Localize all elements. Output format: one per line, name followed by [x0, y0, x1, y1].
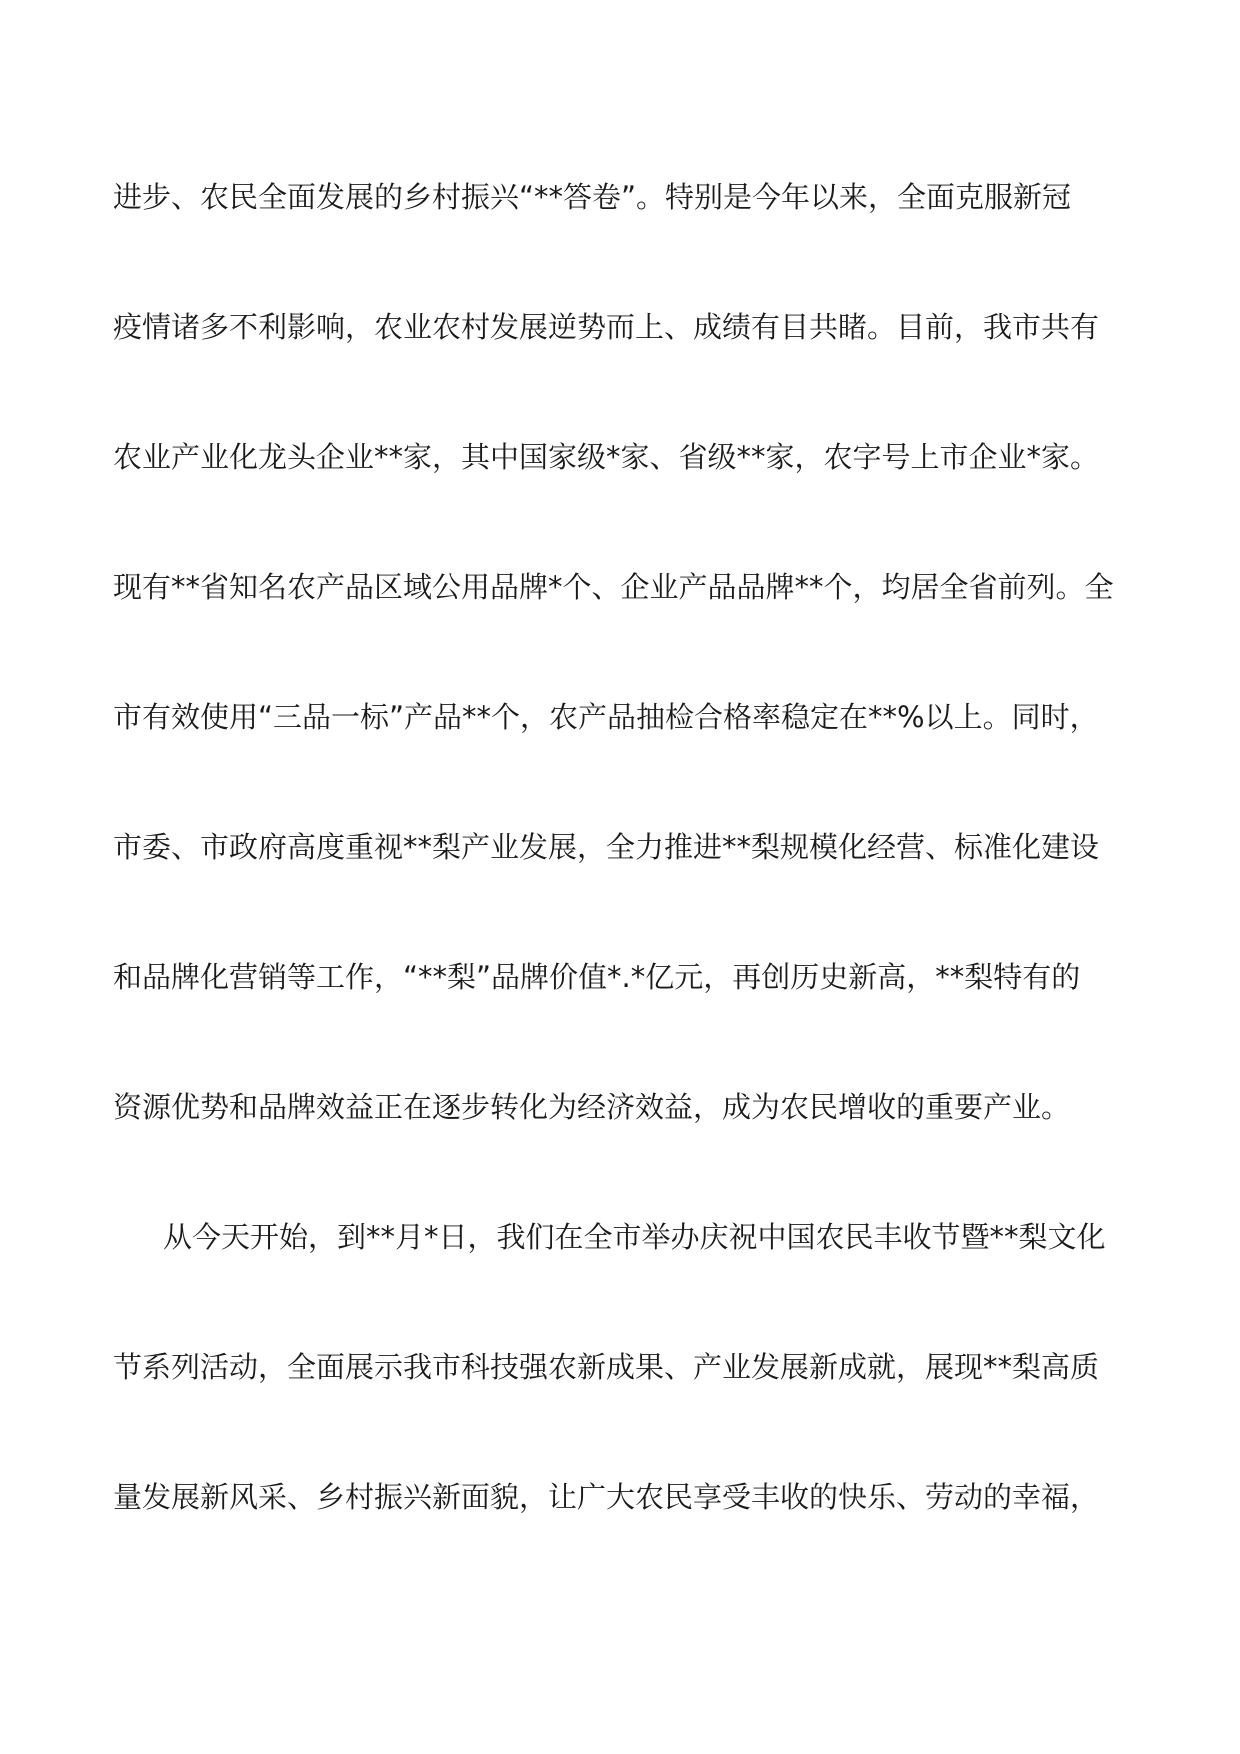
- text-line-6: 市委、市政府高度重视**梨产业发展，全力推进**梨规模化经营、标准化建设: [113, 830, 1100, 864]
- text-line-10: 节系列活动，全面展示我市科技强农新成果、产业发展新成就，展现**梨高质: [113, 1350, 1100, 1384]
- text-line-1: 进步、农民全面发展的乡村振兴“**答卷”。特别是今年以来，全面克服新冠: [113, 180, 1072, 214]
- text-line-4: 现有**省知名农产品区域公用品牌*个、企业产品品牌**个，均居全省前列。全: [113, 570, 1114, 604]
- text-line-2: 疫情诸多不利影响，农业农村发展逆势而上、成绩有目共睹。目前，我市共有: [113, 310, 1100, 344]
- text-line-3: 农业产业化龙头企业**家，其中国家级*家、省级**家，农字号上市企业*家。: [113, 440, 1100, 474]
- text-line-5: 市有效使用“三品一标”产品**个，农产品抽检合格率稳定在**%以上。同时，: [113, 700, 1099, 734]
- text-line-8: 资源优势和品牌效益正在逐步转化为经济效益，成为农民增收的重要产业。: [113, 1090, 1071, 1124]
- text-line-11: 量发展新风采、乡村振兴新面貌，让广大农民享受丰收的快乐、劳动的幸福，: [113, 1480, 1100, 1514]
- text-line-9-paragraph-start: 从今天开始，到**月*日，我们在全市举办庆祝中国农民丰收节暨**梨文化: [163, 1220, 1106, 1254]
- text-line-7: 和品牌化营销等工作，“**梨”品牌价值*.*亿元，再创历史新高，**梨特有的: [113, 960, 1081, 994]
- body-text: [113, 167, 1153, 1597]
